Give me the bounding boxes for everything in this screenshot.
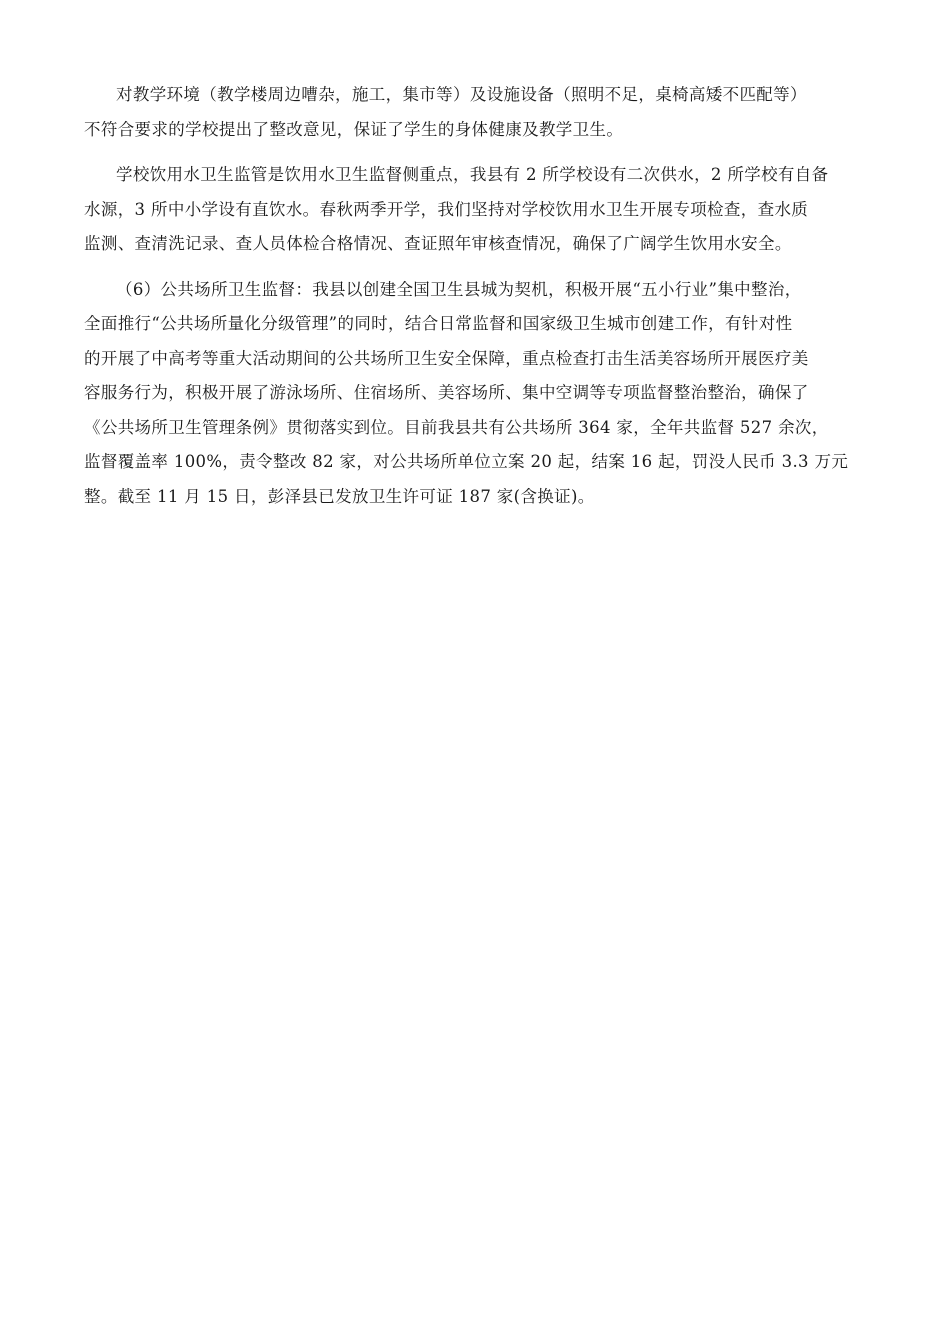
document-body (84, 78, 864, 525)
text-line: 对教学环境（教学楼周边嘈杂，施工，集市等）及设施设备（照明不足，桌椅高矮不匹配等） (116, 85, 807, 104)
text-line: 水源，3 所中小学设有直饮水。春秋两季开学，我们坚持对学校饮用水卫生开展专项检查，查水质 (84, 199, 809, 219)
text-line: 学校饮用水卫生监管是饮用水卫生监督侧重点，我县有 2 所学校设有二次供水，2 所学校有自备 (116, 165, 829, 184)
text-line: 监测、查清洗记录、查人员体检合格情况、查证照年审核查情况，确保了广阔学生饮用水安全。 (84, 234, 792, 253)
text-line: 的开展了中高考等重大活动期间的公共场所卫生安全保障，重点检查打击生活美容场所开展医疗美 (84, 348, 809, 368)
paragraph-teaching-environment (84, 78, 864, 147)
text-line: 监督覆盖率 100%，责令整改 82 家，对公共场所单位立案 20 起，结案 16 起，罚没人民币 3.3 万元 (84, 452, 849, 471)
paragraph-drinking-water (84, 158, 864, 262)
text-line: 《公共场所卫生管理条例》贯彻落实到位。目前我县共有公共场所 364 家，全年共监督 527 余次， (84, 417, 829, 437)
paragraph-public-places (84, 273, 864, 515)
text-line: 不符合要求的学校提出了整改意见，保证了学生的身体健康及教学卫生。 (84, 119, 624, 139)
text-line: 容服务行为，积极开展了游泳场所、住宿场所、美容场所、集中空调等专项监督整治整治，确保了 (84, 383, 809, 402)
text-line: 整。截至 11 月 15 日，彭泽县已发放卫生许可证 187 家(含换证)。 (84, 486, 595, 506)
text-line: 全面推行“公共场所量化分级管理”的同时，结合日常监督和国家级卫生城市创建工作，有针对性 (84, 314, 793, 333)
text-line: （6）公共场所卫生监督：我县以创建全国卫生县城为契机，积极开展“五小行业”集中整治， (116, 279, 802, 299)
